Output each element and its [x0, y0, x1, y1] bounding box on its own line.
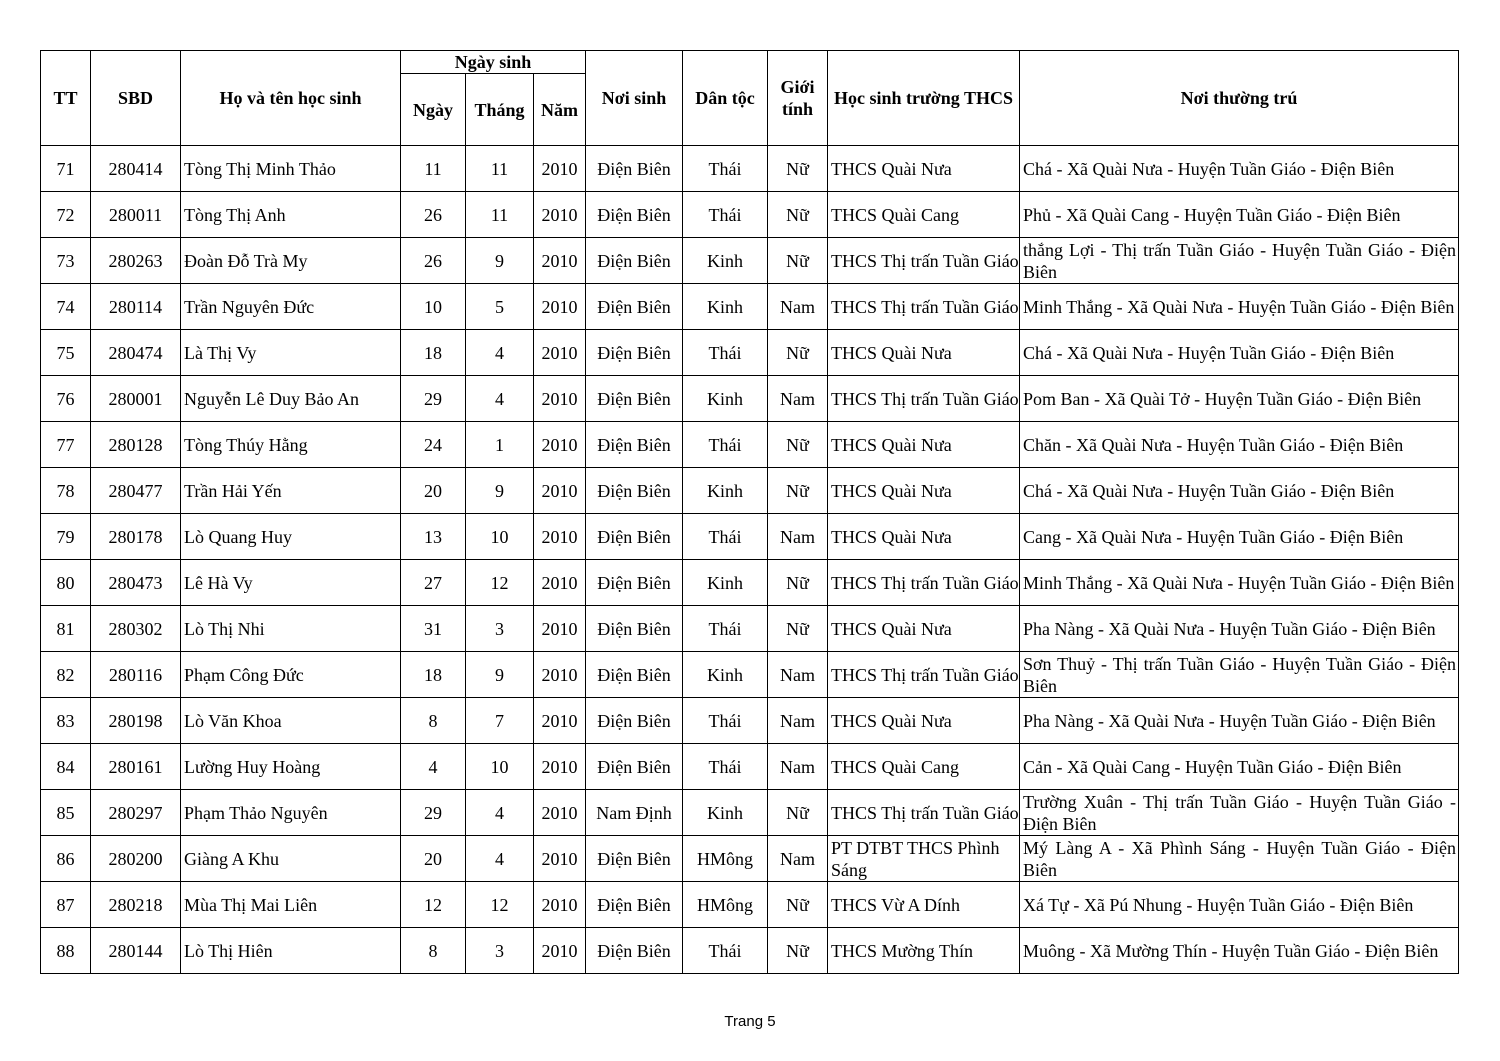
cell-birthplace: Điện Biên	[586, 192, 683, 238]
cell-birthplace: Điện Biên	[586, 836, 683, 882]
cell-birthplace: Điện Biên	[586, 606, 683, 652]
cell-name: Là Thị Vy	[181, 330, 401, 376]
cell-school: THCS Quài Cang	[828, 744, 1020, 790]
header-ethnicity: Dân tộc	[683, 51, 768, 146]
header-gender: Giới tính	[768, 51, 828, 146]
page-number: Trang 5	[724, 1013, 776, 1030]
cell-tt: 81	[41, 606, 91, 652]
cell-gender: Nam	[768, 698, 828, 744]
table-row	[41, 238, 1459, 284]
cell-year: 2010	[534, 928, 586, 974]
cell-month: 1	[466, 422, 534, 468]
header-school: Học sinh trường THCS	[828, 51, 1020, 146]
table-row	[41, 422, 1459, 468]
cell-gender: Nam	[768, 836, 828, 882]
cell-month: 7	[466, 698, 534, 744]
cell-school: THCS Quài Nưa	[828, 468, 1020, 514]
cell-gender: Nữ	[768, 146, 828, 192]
cell-residence: Chá - Xã Quài Nưa - Huyện Tuần Giáo - Điện Biên	[1020, 146, 1459, 192]
cell-name: Tòng Thị Anh	[181, 192, 401, 238]
cell-name: Tòng Thị Minh Thảo	[181, 146, 401, 192]
cell-day: 13	[401, 514, 466, 560]
cell-name: Trần Hải Yến	[181, 468, 401, 514]
cell-gender: Nam	[768, 514, 828, 560]
cell-birthplace: Điện Biên	[586, 514, 683, 560]
cell-residence: Chá - Xã Quài Nưa - Huyện Tuần Giáo - Điện Biên	[1020, 330, 1459, 376]
cell-residence: Cản - Xã Quài Cang - Huyện Tuần Giáo - Điện Biên	[1020, 744, 1459, 790]
table-row	[41, 836, 1459, 882]
cell-day: 26	[401, 192, 466, 238]
table-row	[41, 698, 1459, 744]
header-month: Tháng	[466, 74, 534, 146]
cell-residence: Phủ - Xã Quài Cang - Huyện Tuần Giáo - Điện Biên	[1020, 192, 1459, 238]
cell-birthplace: Điện Biên	[586, 376, 683, 422]
cell-sbd: 280001	[91, 376, 181, 422]
cell-sbd: 280302	[91, 606, 181, 652]
cell-birthplace: Điện Biên	[586, 146, 683, 192]
cell-birthplace: Điện Biên	[586, 882, 683, 928]
cell-birthplace: Điện Biên	[586, 744, 683, 790]
cell-birthplace: Điện Biên	[586, 284, 683, 330]
cell-month: 9	[466, 468, 534, 514]
cell-day: 8	[401, 698, 466, 744]
cell-tt: 72	[41, 192, 91, 238]
cell-tt: 79	[41, 514, 91, 560]
cell-name: Lò Thị Hiên	[181, 928, 401, 974]
cell-year: 2010	[534, 836, 586, 882]
cell-school: THCS Quài Nưa	[828, 146, 1020, 192]
cell-sbd: 280178	[91, 514, 181, 560]
cell-name: Mùa Thị Mai Liên	[181, 882, 401, 928]
cell-tt: 71	[41, 146, 91, 192]
cell-year: 2010	[534, 698, 586, 744]
header-name: Họ và tên học sinh	[181, 51, 401, 146]
cell-year: 2010	[534, 376, 586, 422]
cell-tt: 83	[41, 698, 91, 744]
cell-gender: Nữ	[768, 790, 828, 836]
cell-sbd: 280297	[91, 790, 181, 836]
cell-birthplace: Điện Biên	[586, 330, 683, 376]
cell-sbd: 280161	[91, 744, 181, 790]
cell-residence: thắng Lợi - Thị trấn Tuần Giáo - Huyện Tuần Giáo - Điện Biên	[1020, 238, 1459, 284]
cell-month: 5	[466, 284, 534, 330]
table-row	[41, 928, 1459, 974]
cell-residence: Xá Tự - Xã Pú Nhung - Huyện Tuần Giáo - Điện Biên	[1020, 882, 1459, 928]
cell-birthplace: Điện Biên	[586, 238, 683, 284]
cell-birthplace: Điện Biên	[586, 928, 683, 974]
cell-gender: Nữ	[768, 560, 828, 606]
cell-month: 3	[466, 928, 534, 974]
table-row	[41, 468, 1459, 514]
header-sbd: SBD	[91, 51, 181, 146]
cell-school: THCS Quài Nưa	[828, 514, 1020, 560]
cell-name: Lò Văn Khoa	[181, 698, 401, 744]
cell-residence: Pha Nàng - Xã Quài Nưa - Huyện Tuần Giáo - Điện Biên	[1020, 698, 1459, 744]
table-row	[41, 376, 1459, 422]
header-residence: Nơi thường trú	[1020, 51, 1459, 146]
cell-month: 10	[466, 744, 534, 790]
cell-gender: Nữ	[768, 882, 828, 928]
cell-school: THCS Thị trấn Tuần Giáo	[828, 376, 1020, 422]
cell-gender: Nam	[768, 744, 828, 790]
cell-month: 12	[466, 560, 534, 606]
cell-day: 18	[401, 652, 466, 698]
cell-residence: Chăn - Xã Quài Nưa - Huyện Tuần Giáo - Điện Biên	[1020, 422, 1459, 468]
cell-day: 24	[401, 422, 466, 468]
cell-school: THCS Quài Nưa	[828, 698, 1020, 744]
cell-school: THCS Thị trấn Tuần Giáo	[828, 652, 1020, 698]
cell-sbd: 280474	[91, 330, 181, 376]
cell-ethnicity: Thái	[683, 928, 768, 974]
table-row	[41, 284, 1459, 330]
cell-year: 2010	[534, 468, 586, 514]
cell-name: Lò Quang Huy	[181, 514, 401, 560]
cell-month: 10	[466, 514, 534, 560]
header-dob-group: Ngày sinh	[401, 51, 586, 74]
cell-name: Trần Nguyên Đức	[181, 284, 401, 330]
cell-sbd: 280144	[91, 928, 181, 974]
cell-day: 4	[401, 744, 466, 790]
cell-ethnicity: Thái	[683, 422, 768, 468]
cell-name: Giàng A Khu	[181, 836, 401, 882]
cell-sbd: 280011	[91, 192, 181, 238]
cell-residence: Minh Thắng - Xã Quài Nưa - Huyện Tuần Giáo - Điện Biên	[1020, 284, 1459, 330]
cell-school: THCS Thị trấn Tuần Giáo	[828, 238, 1020, 284]
cell-residence: Cang - Xã Quài Nưa - Huyện Tuần Giáo - Điện Biên	[1020, 514, 1459, 560]
cell-name: Đoàn Đỗ Trà My	[181, 238, 401, 284]
cell-name: Nguyễn Lê Duy Bảo An	[181, 376, 401, 422]
table-row	[41, 330, 1459, 376]
cell-tt: 87	[41, 882, 91, 928]
header-birthplace: Nơi sinh	[586, 51, 683, 146]
cell-month: 11	[466, 146, 534, 192]
cell-gender: Nam	[768, 652, 828, 698]
cell-birthplace: Điện Biên	[586, 468, 683, 514]
cell-day: 29	[401, 376, 466, 422]
cell-gender: Nữ	[768, 422, 828, 468]
cell-sbd: 280477	[91, 468, 181, 514]
cell-residence: Pom Ban - Xã Quài Tở - Huyện Tuần Giáo - Điện Biên	[1020, 376, 1459, 422]
cell-year: 2010	[534, 146, 586, 192]
cell-day: 12	[401, 882, 466, 928]
cell-tt: 84	[41, 744, 91, 790]
cell-month: 3	[466, 606, 534, 652]
cell-ethnicity: Thái	[683, 744, 768, 790]
cell-residence: Muông - Xã Mường Thín - Huyện Tuần Giáo - Điện Biên	[1020, 928, 1459, 974]
table-row	[41, 744, 1459, 790]
cell-sbd: 280128	[91, 422, 181, 468]
cell-year: 2010	[534, 192, 586, 238]
cell-ethnicity: Kinh	[683, 652, 768, 698]
cell-name: Lò Thị Nhi	[181, 606, 401, 652]
cell-ethnicity: Thái	[683, 192, 768, 238]
cell-school: THCS Thị trấn Tuần Giáo	[828, 790, 1020, 836]
cell-school: PT DTBT THCS Phình Sáng	[828, 836, 1020, 882]
cell-tt: 82	[41, 652, 91, 698]
cell-month: 4	[466, 330, 534, 376]
student-table	[40, 50, 1459, 974]
table-row	[41, 606, 1459, 652]
table-row	[41, 192, 1459, 238]
cell-birthplace: Nam Định	[586, 790, 683, 836]
cell-sbd: 280414	[91, 146, 181, 192]
cell-school: THCS Vừ A Dính	[828, 882, 1020, 928]
cell-residence: Mý Làng A - Xã Phình Sáng - Huyện Tuần Giáo - Điện Biên	[1020, 836, 1459, 882]
cell-birthplace: Điện Biên	[586, 652, 683, 698]
table-row	[41, 146, 1459, 192]
cell-sbd: 280473	[91, 560, 181, 606]
cell-day: 29	[401, 790, 466, 836]
cell-residence: Pha Nàng - Xã Quài Nưa - Huyện Tuần Giáo - Điện Biên	[1020, 606, 1459, 652]
cell-tt: 74	[41, 284, 91, 330]
cell-birthplace: Điện Biên	[586, 422, 683, 468]
header-tt: TT	[41, 51, 91, 146]
cell-ethnicity: Kinh	[683, 284, 768, 330]
cell-school: THCS Quài Cang	[828, 192, 1020, 238]
cell-name: Tòng Thúy Hằng	[181, 422, 401, 468]
cell-sbd: 280218	[91, 882, 181, 928]
cell-day: 27	[401, 560, 466, 606]
cell-residence: Sơn Thuỷ - Thị trấn Tuần Giáo - Huyện Tuần Giáo - Điện Biên	[1020, 652, 1459, 698]
cell-day: 11	[401, 146, 466, 192]
cell-year: 2010	[534, 284, 586, 330]
student-list-sheet	[40, 50, 1458, 974]
cell-ethnicity: HMông	[683, 882, 768, 928]
cell-name: Phạm Công Đức	[181, 652, 401, 698]
cell-school: THCS Thị trấn Tuần Giáo	[828, 284, 1020, 330]
cell-day: 20	[401, 836, 466, 882]
cell-day: 18	[401, 330, 466, 376]
cell-gender: Nữ	[768, 330, 828, 376]
cell-gender: Nữ	[768, 606, 828, 652]
cell-year: 2010	[534, 330, 586, 376]
cell-month: 4	[466, 376, 534, 422]
cell-tt: 77	[41, 422, 91, 468]
cell-ethnicity: Thái	[683, 514, 768, 560]
cell-tt: 76	[41, 376, 91, 422]
cell-year: 2010	[534, 514, 586, 560]
table-body	[41, 146, 1459, 974]
cell-school: THCS Quài Nưa	[828, 606, 1020, 652]
cell-ethnicity: Thái	[683, 146, 768, 192]
cell-residence: Trường Xuân - Thị trấn Tuần Giáo - Huyện Tuần Giáo - Điện Biên	[1020, 790, 1459, 836]
cell-gender: Nữ	[768, 928, 828, 974]
table-row	[41, 514, 1459, 560]
cell-gender: Nữ	[768, 192, 828, 238]
cell-ethnicity: Kinh	[683, 238, 768, 284]
cell-birthplace: Điện Biên	[586, 698, 683, 744]
cell-year: 2010	[534, 790, 586, 836]
cell-month: 9	[466, 238, 534, 284]
cell-ethnicity: Kinh	[683, 468, 768, 514]
cell-school: THCS Quài Nưa	[828, 422, 1020, 468]
cell-ethnicity: HMông	[683, 836, 768, 882]
cell-year: 2010	[534, 238, 586, 284]
cell-ethnicity: Kinh	[683, 560, 768, 606]
cell-month: 4	[466, 790, 534, 836]
table-header	[41, 51, 1459, 146]
header-year: Năm	[534, 74, 586, 146]
cell-month: 4	[466, 836, 534, 882]
table-row	[41, 790, 1459, 836]
cell-tt: 73	[41, 238, 91, 284]
cell-ethnicity: Thái	[683, 698, 768, 744]
cell-tt: 80	[41, 560, 91, 606]
cell-sbd: 280116	[91, 652, 181, 698]
cell-tt: 78	[41, 468, 91, 514]
table-row	[41, 882, 1459, 928]
cell-name: Lường Huy Hoàng	[181, 744, 401, 790]
cell-month: 12	[466, 882, 534, 928]
header-day: Ngày	[401, 74, 466, 146]
cell-name: Lê Hà Vy	[181, 560, 401, 606]
cell-day: 20	[401, 468, 466, 514]
cell-year: 2010	[534, 606, 586, 652]
cell-gender: Nữ	[768, 468, 828, 514]
cell-residence: Chá - Xã Quài Nưa - Huyện Tuần Giáo - Điện Biên	[1020, 468, 1459, 514]
cell-sbd: 280263	[91, 238, 181, 284]
cell-year: 2010	[534, 422, 586, 468]
cell-gender: Nam	[768, 284, 828, 330]
cell-name: Phạm Thảo Nguyên	[181, 790, 401, 836]
cell-month: 11	[466, 192, 534, 238]
cell-gender: Nam	[768, 376, 828, 422]
cell-sbd: 280198	[91, 698, 181, 744]
cell-day: 8	[401, 928, 466, 974]
cell-ethnicity: Kinh	[683, 376, 768, 422]
cell-ethnicity: Thái	[683, 330, 768, 376]
cell-school: THCS Quài Nưa	[828, 330, 1020, 376]
cell-residence: Minh Thắng - Xã Quài Nưa - Huyện Tuần Giáo - Điện Biên	[1020, 560, 1459, 606]
cell-month: 9	[466, 652, 534, 698]
cell-school: THCS Thị trấn Tuần Giáo	[828, 560, 1020, 606]
cell-school: THCS Mường Thín	[828, 928, 1020, 974]
cell-gender: Nữ	[768, 238, 828, 284]
cell-sbd: 280114	[91, 284, 181, 330]
table-row	[41, 652, 1459, 698]
table-row	[41, 560, 1459, 606]
cell-tt: 86	[41, 836, 91, 882]
cell-tt: 88	[41, 928, 91, 974]
cell-day: 26	[401, 238, 466, 284]
cell-birthplace: Điện Biên	[586, 560, 683, 606]
cell-year: 2010	[534, 652, 586, 698]
cell-year: 2010	[534, 560, 586, 606]
cell-day: 31	[401, 606, 466, 652]
cell-tt: 75	[41, 330, 91, 376]
cell-tt: 85	[41, 790, 91, 836]
cell-ethnicity: Kinh	[683, 790, 768, 836]
cell-year: 2010	[534, 744, 586, 790]
cell-sbd: 280200	[91, 836, 181, 882]
cell-ethnicity: Thái	[683, 606, 768, 652]
cell-day: 10	[401, 284, 466, 330]
cell-year: 2010	[534, 882, 586, 928]
